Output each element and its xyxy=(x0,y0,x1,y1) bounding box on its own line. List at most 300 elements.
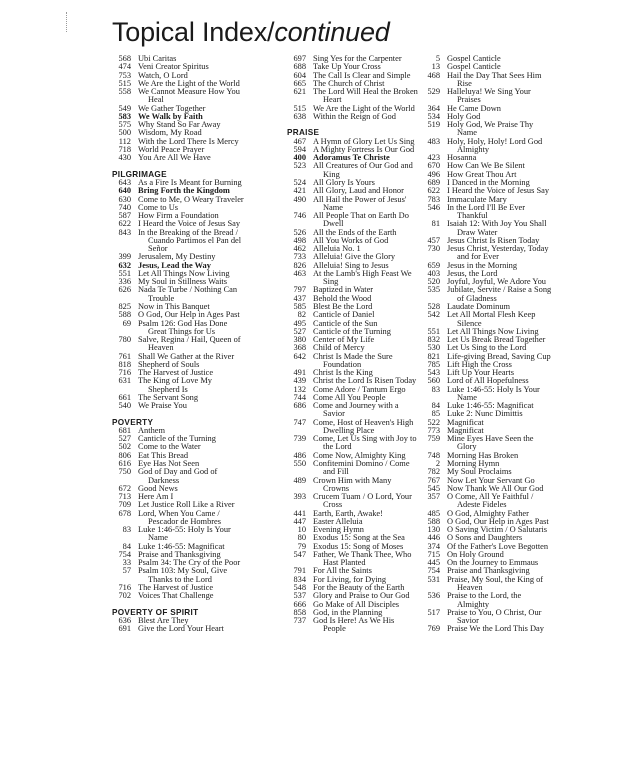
hymn-title: In the Breaking of the Bread / xyxy=(138,227,239,237)
hymn-title: Jesus Christ, Yesterday, Today xyxy=(447,244,549,254)
hymn-title: Luke 1:46-55: Magnificat xyxy=(138,541,225,551)
hymn-number: 542 xyxy=(427,310,440,320)
index-entry xyxy=(421,386,591,394)
hymn-title: Canticle of the Sun xyxy=(313,318,378,328)
hymn-title: Glory and Praise to Our God xyxy=(313,591,410,601)
hymn-title: Let All Things Now Living xyxy=(138,268,230,278)
hymn-number: 357 xyxy=(427,492,440,502)
hymn-number: 681 xyxy=(118,425,131,435)
hymn-number: 797 xyxy=(293,285,306,295)
hymn-number: 502 xyxy=(118,442,131,452)
hymn-title: Praise and Thanksgiving xyxy=(447,566,530,576)
hymn-title: Psalm 126: God Has Done xyxy=(138,318,228,328)
page-title-main: Topical Index/ xyxy=(112,17,275,47)
hymn-number: 336 xyxy=(118,277,131,287)
section-heading: POVERTY xyxy=(112,417,154,427)
hymn-title: Of the Father's Love Begotten xyxy=(447,541,549,551)
hymn-number: 400 xyxy=(293,153,306,163)
hymn-title: Wisdom, My Road xyxy=(138,128,202,138)
hymn-number: 588 xyxy=(427,516,440,526)
hymn-title: Come Now, Almighty King xyxy=(313,450,406,460)
hymn-title: Gospel Canticle xyxy=(447,54,501,63)
index-entry xyxy=(421,138,591,146)
index-entry xyxy=(112,526,290,534)
hymn-number: 529 xyxy=(427,87,440,97)
hymn-title: The Harvest of Justice xyxy=(138,583,214,592)
hymn-title: Alleluia! Give the Glory xyxy=(313,252,396,262)
hymn-number: 483 xyxy=(427,136,440,146)
hymn-number: 834 xyxy=(293,574,306,584)
hymn-title: Jesus, Lead the Way xyxy=(138,260,211,270)
hymn-title: He Came Down xyxy=(447,103,501,113)
section-heading: PILGRIMAGE xyxy=(112,169,167,179)
hymn-number: 744 xyxy=(293,392,306,402)
hymn-number: 780 xyxy=(118,335,131,345)
hymn-title: Come to Us xyxy=(138,202,179,212)
hymn-number: 463 xyxy=(293,268,306,278)
hymn-number: 621 xyxy=(293,87,306,97)
hymn-title: Luke 1:46-55: Holy Is Your xyxy=(447,384,540,394)
hymn-number: 806 xyxy=(118,450,131,460)
hymn-title: Shall We Gather at the River xyxy=(138,351,235,361)
hymn-title: O Sons and Daughters xyxy=(447,533,523,543)
hymn-title: Gospel Canticle xyxy=(447,62,501,72)
hymn-title: Psalm 103: My Soul, Give xyxy=(138,566,228,576)
hymn-number: 524 xyxy=(293,177,306,187)
hymn-title: Jubilate, Servite / Raise a Song xyxy=(447,285,552,295)
hymn-title: The King of Love My xyxy=(138,376,212,386)
hymn-title: Canticle of the Turning xyxy=(313,326,391,336)
hymn-title: My Soul in Stillness Waits xyxy=(138,277,227,287)
index-entry xyxy=(112,402,290,410)
page-title xyxy=(112,16,390,48)
hymn-number: 403 xyxy=(427,268,440,278)
hymn-number: 130 xyxy=(427,525,440,535)
hymn-number: 659 xyxy=(427,260,440,270)
hymn-number: 636 xyxy=(118,616,131,626)
hymn-number: 543 xyxy=(427,368,440,378)
hymn-title: On Holy Ground xyxy=(447,549,504,559)
hymn-number: 672 xyxy=(118,483,131,493)
hymn-number: 399 xyxy=(118,252,131,262)
hymn-number: 575 xyxy=(118,120,131,130)
hymn-title: Magnificat xyxy=(447,417,484,427)
hymn-number: 447 xyxy=(293,516,306,526)
hymn-title: Holy God, We Praise Thy xyxy=(447,120,534,130)
hymn-title: I Danced in the Morning xyxy=(447,177,530,187)
hymn-title: Exodus 15: Song at the Sea xyxy=(313,533,405,543)
hymn-title: We Are the Light of the World xyxy=(138,78,240,88)
hymn-title: Crucem Tuam / O Lord, Your xyxy=(313,492,412,502)
index-entry xyxy=(112,625,290,633)
hymn-title: Confitemini Domino / Come xyxy=(313,459,410,469)
hymn-number: 740 xyxy=(118,202,131,212)
hymn-number: 79 xyxy=(297,541,306,551)
hymn-title: Christ Is the King xyxy=(313,368,373,378)
hymn-number: 767 xyxy=(427,475,440,485)
hymn-number: 759 xyxy=(427,434,440,444)
hymn-title-continuation: Great Things for Us xyxy=(148,326,216,336)
hymn-number: 2 xyxy=(435,459,440,469)
hymn-title: Praise We the Lord This Day xyxy=(447,624,544,634)
hymn-title: As a Fire Is Meant for Burning xyxy=(138,177,242,187)
hymn-number: 661 xyxy=(118,392,131,402)
hymn-title: Let Justice Roll Like a River xyxy=(138,500,235,510)
hymn-title: Easter Alleluia xyxy=(313,516,363,526)
hymn-number: 702 xyxy=(118,591,131,601)
hymn-number: 588 xyxy=(118,310,131,320)
hymn-number: 551 xyxy=(118,268,131,278)
hymn-title-continuation: Name xyxy=(457,392,477,402)
hymn-number: 446 xyxy=(427,533,440,543)
hymn-number: 739 xyxy=(293,434,306,444)
hymn-title: Lord of All Hopefulness xyxy=(447,376,529,386)
hymn-title: Anthem xyxy=(138,425,165,435)
hymn-number: 462 xyxy=(293,244,306,254)
hymn-title: All You Works of God xyxy=(313,235,389,245)
hymn-number: 843 xyxy=(118,227,131,237)
hymn-title: Holy God xyxy=(447,111,481,121)
hymn-title: A Mighty Fortress Is Our God xyxy=(313,144,415,154)
hymn-title: Ubi Caritas xyxy=(138,54,177,63)
hymn-title-continuation: Almighty xyxy=(457,599,490,609)
hymn-title-continuation: Dwell xyxy=(323,219,344,229)
hymn-number: 530 xyxy=(427,343,440,353)
hymn-number: 439 xyxy=(293,376,306,386)
index-entry xyxy=(112,510,290,518)
hymn-title: Praise to You, O Christ, Our xyxy=(447,607,542,617)
index-entry xyxy=(112,320,290,328)
index-entry xyxy=(112,336,290,344)
hymn-title-continuation: Heart xyxy=(323,95,342,105)
hymn-number: 441 xyxy=(293,508,306,518)
hymn-title: Good News xyxy=(138,483,178,493)
hymn-number: 558 xyxy=(118,87,131,97)
hymn-title: My Soul Proclaims xyxy=(447,467,512,477)
hymn-title: Adoramus Te Christe xyxy=(313,153,390,163)
hymn-title: Isaiah 12: With Joy You Shall xyxy=(447,219,547,229)
hymn-number: 716 xyxy=(118,368,131,378)
hymn-title: O God, Almighty Father xyxy=(447,508,529,518)
hymn-number: 689 xyxy=(427,177,440,187)
hymn-title: Morning Has Broken xyxy=(447,450,519,460)
hymn-title-continuation: Dwelling Place xyxy=(323,425,375,435)
hymn-title: Center of My Life xyxy=(313,335,375,345)
hymn-number: 818 xyxy=(118,359,131,369)
hymn-title: Blest Be the Lord xyxy=(313,301,373,311)
hymn-number: 69 xyxy=(122,318,131,328)
hymn-number: 594 xyxy=(293,144,306,154)
index-entry xyxy=(112,377,290,385)
hymn-title-continuation: Heaven xyxy=(457,583,483,592)
index-entry xyxy=(421,72,591,80)
index-entry xyxy=(421,435,591,443)
hymn-number: 547 xyxy=(293,549,306,559)
hymn-number: 112 xyxy=(118,136,131,146)
hymn-title: Canticle of the Turning xyxy=(138,434,216,444)
hymn-number: 5 xyxy=(435,54,440,63)
index-entry xyxy=(112,468,290,476)
index-column-1 xyxy=(112,55,290,634)
hymn-number: 585 xyxy=(293,301,306,311)
hymn-number: 642 xyxy=(293,351,306,361)
hymn-title: Hosanna xyxy=(447,153,477,163)
hymn-number: 643 xyxy=(118,177,131,187)
hymn-number: 665 xyxy=(293,78,306,88)
hymn-number: 84 xyxy=(431,401,440,411)
hymn-title-continuation: People xyxy=(323,624,346,634)
hymn-number: 746 xyxy=(293,211,306,221)
hymn-number: 374 xyxy=(427,541,440,551)
hymn-title: Watch, O Lord xyxy=(138,70,188,80)
hymn-title-continuation: Draw Water xyxy=(457,227,498,237)
hymn-number: 697 xyxy=(293,54,306,63)
hymn-number: 632 xyxy=(118,260,131,270)
section-heading: PRAISE xyxy=(287,128,320,138)
hymn-title: Jerusalem, My Destiny xyxy=(138,252,216,262)
hymn-title: Crown Him with Many xyxy=(313,475,392,485)
hymn-number: 80 xyxy=(297,533,306,543)
hymn-title: Alleluia! Sing to Jesus xyxy=(313,260,389,270)
hymn-number: 535 xyxy=(427,285,440,295)
hymn-title: Jesus, the Lord xyxy=(447,268,498,278)
hymn-number: 754 xyxy=(427,566,440,576)
hymn-title: We Are the Light of the World xyxy=(313,103,415,113)
hymn-title: O Come, All Ye Faithful / xyxy=(447,492,534,502)
hymn-title: You Are All We Have xyxy=(138,153,211,163)
index-entry xyxy=(421,204,591,212)
hymn-number: 528 xyxy=(427,301,440,311)
hymn-title: Jesus Christ Is Risen Today xyxy=(447,235,540,245)
hymn-number: 753 xyxy=(118,70,131,80)
hymn-title: Come All You People xyxy=(313,392,386,402)
hymn-title: Morning Hymn xyxy=(447,459,500,469)
hymn-title: I Heard the Voice of Jesus Say xyxy=(138,219,241,229)
hymn-title: O Saving Victim / O Salutaris xyxy=(447,525,548,535)
hymn-title: All Glory Is Yours xyxy=(313,177,375,187)
hymn-title: Within the Reign of God xyxy=(313,111,396,121)
hymn-title-continuation: Name xyxy=(148,533,168,543)
hymn-title: With the Lord There Is Mercy xyxy=(138,136,239,146)
index-entry xyxy=(421,592,591,600)
hymn-number: 520 xyxy=(427,277,440,287)
hymn-title: Now in This Banquet xyxy=(138,301,210,311)
hymn-title-continuation: Cuando Partimos el Pan del xyxy=(148,235,242,245)
hymn-number: 630 xyxy=(118,194,131,204)
hymn-title-continuation: Adeste Fideles xyxy=(457,500,507,510)
hymn-title: Behold the Wood xyxy=(313,293,372,303)
hymn-title: All the Ends of the Earth xyxy=(313,227,397,237)
hymn-title: Father, We Thank Thee, Who xyxy=(313,549,412,559)
hymn-title: Magnificat xyxy=(447,425,484,435)
hymn-number: 783 xyxy=(427,194,440,204)
hymn-number: 713 xyxy=(118,492,131,502)
index-entry xyxy=(421,220,591,228)
index-entry xyxy=(421,493,591,501)
hymn-title-continuation: Heaven xyxy=(148,343,174,353)
hymn-title: Christ the Lord Is Risen Today xyxy=(313,376,417,386)
hymn-number: 821 xyxy=(427,351,440,361)
hymn-number: 527 xyxy=(118,434,131,444)
hymn-number: 368 xyxy=(293,343,306,353)
hymn-title: Let All Things Now Living xyxy=(447,326,539,336)
hymn-title: Let Us Sing to the Lord xyxy=(447,343,527,353)
index-entry xyxy=(112,229,290,237)
hymn-title: Joyful, Joyful, We Adore You xyxy=(447,277,546,287)
hymn-title-continuation: Crowns xyxy=(323,483,350,493)
hymn-title: Christ Is Made the Sure xyxy=(313,351,393,361)
hymn-title: Mine Eyes Have Seen the xyxy=(447,434,534,444)
hymn-number: 545 xyxy=(427,483,440,493)
hymn-number: 534 xyxy=(427,111,440,121)
hymn-title: Eye Has Not Seen xyxy=(138,459,200,469)
hymn-title: Shepherd of Souls xyxy=(138,359,200,369)
index-entry xyxy=(421,625,591,633)
hymn-title-continuation: Foundation xyxy=(323,359,362,369)
hymn-title: For the Beauty of the Earth xyxy=(313,583,405,592)
hymn-number: 826 xyxy=(293,260,306,270)
hymn-title-continuation: Savior xyxy=(323,409,345,419)
hymn-title: O God, Our Help in Ages Past xyxy=(138,310,240,320)
hymn-title: How Great Thou Art xyxy=(447,169,517,179)
hymn-title: All People That on Earth Do xyxy=(313,211,409,221)
hymn-number: 718 xyxy=(118,144,131,154)
hymn-title: The Servant Song xyxy=(138,392,199,402)
hymn-title: Blest Are They xyxy=(138,616,189,626)
hymn-title: Evening Hymn xyxy=(313,525,364,535)
hymn-title: Jesus in the Morning xyxy=(447,260,518,270)
hymn-title: Holy, Holy, Holy! Lord God xyxy=(447,136,543,146)
hymn-number: 640 xyxy=(118,186,131,196)
hymn-number: 527 xyxy=(293,326,306,336)
hymn-title: Halleluya! We Sing Your xyxy=(447,87,531,97)
hymn-title: Earth, Earth, Awake! xyxy=(313,508,383,518)
hymn-number: 495 xyxy=(293,318,306,328)
index-entry xyxy=(112,286,290,294)
hymn-title: In the Lord I'll Be Ever xyxy=(447,202,526,212)
hymn-title-continuation: King xyxy=(323,169,340,179)
hymn-number: 550 xyxy=(293,459,306,469)
hymn-number: 616 xyxy=(118,459,131,469)
hymn-title: Sing Yes for the Carpenter xyxy=(313,54,402,63)
hymn-title: Bring Forth the Kingdom xyxy=(138,186,230,196)
hymn-number: 748 xyxy=(427,450,440,460)
hymn-title: Luke 1:46-55: Magnificat xyxy=(447,401,534,411)
hymn-title: Psalm 34: The Cry of the Poor xyxy=(138,558,241,568)
hymn-title: The Church of Christ xyxy=(313,78,385,88)
hymn-number: 551 xyxy=(427,326,440,336)
hymn-number: 622 xyxy=(427,186,440,196)
hymn-number: 519 xyxy=(427,120,440,130)
hymn-number: 540 xyxy=(118,401,131,411)
hymn-title: Hail the Day That Sees Him xyxy=(447,70,542,80)
hymn-title: Let Us Break Bread Together xyxy=(447,335,546,345)
hymn-title: Laudate Dominum xyxy=(447,301,511,311)
hymn-title: The Lord Will Heal the Broken xyxy=(313,87,418,97)
hymn-title: God of Day and God of xyxy=(138,467,218,477)
hymn-title: Take Up Your Cross xyxy=(313,62,381,72)
hymn-number: 489 xyxy=(293,475,306,485)
hymn-number: 769 xyxy=(427,624,440,634)
hymn-number: 437 xyxy=(293,293,306,303)
hymn-title: How Can We Be Silent xyxy=(447,161,525,171)
hymn-title-continuation: Darkness xyxy=(148,475,180,485)
hymn-title: Voices That Challenge xyxy=(138,591,214,601)
hymn-number: 730 xyxy=(427,244,440,254)
hymn-title-continuation: Thanks to the Lord xyxy=(148,574,212,584)
hymn-number: 604 xyxy=(293,70,306,80)
index-entry xyxy=(112,592,290,600)
hymn-number: 791 xyxy=(293,566,306,576)
hymn-number: 622 xyxy=(118,219,131,229)
hymn-number: 587 xyxy=(118,211,131,221)
hymn-title: We Walk by Faith xyxy=(138,111,203,121)
hymn-title: Luke 2: Nunc Dimittis xyxy=(447,409,523,419)
hymn-number: 761 xyxy=(118,351,131,361)
hymn-title: All Hail the Power of Jesus' xyxy=(313,194,407,204)
hymn-number: 445 xyxy=(427,558,440,568)
hymn-number: 83 xyxy=(122,525,131,535)
hymn-title: Exodus 15: Song of Moses xyxy=(313,541,404,551)
hymn-number: 430 xyxy=(118,153,131,163)
hymn-title: Come to the Water xyxy=(138,442,201,452)
hymn-number: 858 xyxy=(293,607,306,617)
hymn-number: 33 xyxy=(122,558,131,568)
hymn-number: 491 xyxy=(293,368,306,378)
hymn-number: 754 xyxy=(118,549,131,559)
hymn-title-continuation: Señor xyxy=(148,244,168,254)
hymn-number: 773 xyxy=(427,425,440,435)
hymn-number: 486 xyxy=(293,450,306,460)
index-entry xyxy=(421,121,591,129)
hymn-number: 490 xyxy=(293,194,306,204)
hymn-title: Canticle of Daniel xyxy=(313,310,375,320)
hymn-number: 515 xyxy=(118,78,131,88)
hymn-number: 423 xyxy=(427,153,440,163)
hymn-title: I Heard the Voice of Jesus Say xyxy=(447,186,550,196)
index-column-3 xyxy=(421,55,591,634)
hymn-number: 13 xyxy=(431,62,440,72)
hymn-title: Praise, My Soul, the King of xyxy=(447,574,544,584)
hymn-title: Why Stand So Far Away xyxy=(138,120,221,130)
hymn-number: 132 xyxy=(293,384,306,394)
hymn-title: Here Am I xyxy=(138,492,174,502)
hymn-number: 737 xyxy=(293,616,306,626)
hymn-number: 670 xyxy=(427,161,440,171)
hymn-number: 523 xyxy=(293,161,306,171)
hymn-number: 825 xyxy=(118,301,131,311)
hymn-title: God, in the Planning xyxy=(313,607,383,617)
hymn-title: Lord, When You Came / xyxy=(138,508,220,518)
hymn-number: 568 xyxy=(118,54,131,63)
hymn-title: How Firm a Foundation xyxy=(138,211,219,221)
hymn-number: 517 xyxy=(427,607,440,617)
hymn-title-continuation: Almighty xyxy=(457,144,490,154)
hymn-title: Give the Lord Your Heart xyxy=(138,624,224,634)
hymn-title: God Is Here! As We His xyxy=(313,616,395,626)
hymn-number: 666 xyxy=(293,599,306,609)
hymn-title: Child of Mercy xyxy=(313,343,365,353)
index-entry xyxy=(112,567,290,575)
hymn-title: Luke 1:46-55: Holy Is Your xyxy=(138,525,231,535)
hymn-number: 782 xyxy=(427,467,440,477)
hymn-title: A Hymn of Glory Let Us Sing xyxy=(313,136,415,146)
hymn-title-continuation: Glory xyxy=(457,442,477,452)
hymn-number: 691 xyxy=(118,624,131,634)
hymn-title: All Glory, Laud and Honor xyxy=(313,186,404,196)
index-entry xyxy=(421,88,591,96)
hymn-title: Lift High the Cross xyxy=(447,359,512,369)
